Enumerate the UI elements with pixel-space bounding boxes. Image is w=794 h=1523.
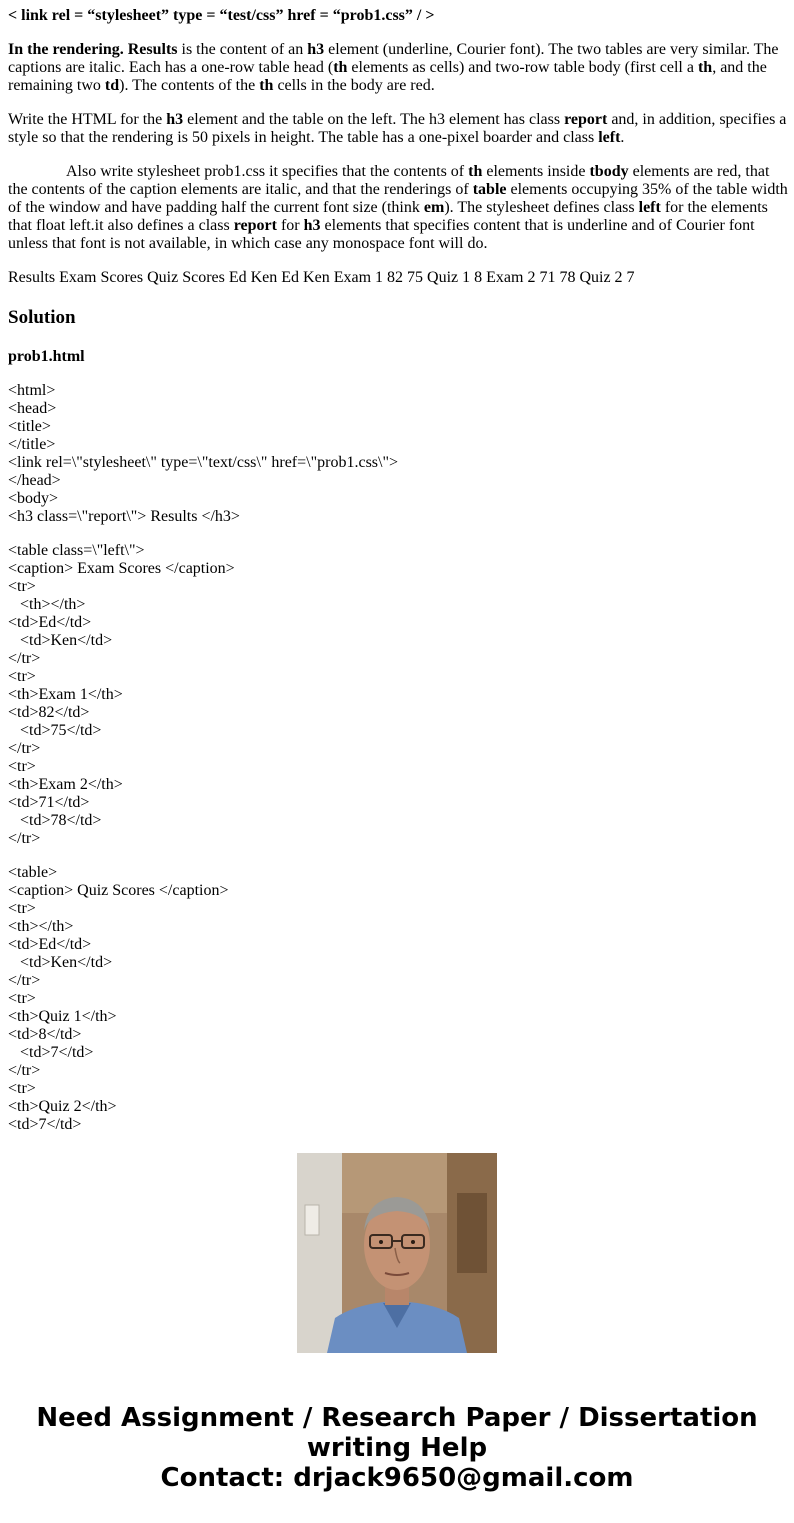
rendered-results-line: Results Exam Scores Quiz Scores Ed Ken Ed Ken Exam 1 82 75 Quiz 1 8 Exam 2 71 78 Quiz 2 7 — [8, 269, 635, 286]
portrait-illustration — [297, 1153, 497, 1353]
code-line: <table> — [8, 864, 58, 881]
code-line: </tr> — [8, 1062, 41, 1079]
code-line: <h3 class=\"report\"> Results </h3> — [8, 508, 240, 525]
problem-paragraph-1 — [8, 41, 788, 95]
bold-term: th — [697, 59, 713, 76]
code-line: <link rel=\"stylesheet\" type=\"text/css\" href=\"prob1.css\"> — [8, 454, 399, 471]
code-line: <tr> — [8, 900, 36, 917]
bold-term: em — [423, 199, 445, 216]
code-listing — [8, 382, 788, 1133]
author-avatar-photo — [297, 1153, 497, 1353]
problem-paragraph-3 — [8, 163, 788, 253]
code-line: <body> — [8, 490, 59, 507]
code-line: </head> — [8, 472, 61, 489]
text-run: elements as cells) and two-row table body (first cell a — [347, 59, 698, 76]
code-line: <caption> Exam Scores </caption> — [8, 560, 235, 577]
code-line: </tr> — [8, 650, 41, 667]
text-run: for the elements that float left.it also defines a class — [8, 199, 768, 234]
bold-term: tbody — [589, 163, 629, 180]
code-line: <tr> — [8, 758, 36, 775]
text-run: and, in addition, specifies a style so that the rendering is 50 pixels in height. The table has a one-pixel boarder and class — [8, 111, 787, 146]
promo-contact-line: Contact: drjack9650@gmail.com — [160, 1463, 634, 1493]
promo-line-2: writing Help — [306, 1433, 488, 1463]
text-run: elements that specifies content that is underline and of Courier font unless that font is not available, in which case any monospace font will do. — [8, 217, 755, 252]
code-line: <td>7</td> — [8, 1044, 94, 1061]
file-label: prob1.html — [8, 348, 85, 365]
bold-term: report — [233, 217, 277, 234]
code-line: <tr> — [8, 990, 36, 1007]
bold-term: table — [472, 181, 507, 198]
text-run: . — [620, 129, 625, 146]
promo-banner — [0, 1403, 794, 1493]
text-run: is the content of an — [177, 41, 308, 58]
code-line: <table class=\"left\"> — [8, 542, 145, 559]
bold-term: th — [259, 77, 274, 94]
code-line: <th>Exam 1</th> — [8, 686, 123, 703]
code-line: <td>75</td> — [8, 722, 102, 739]
header-text: < link rel = “stylesheet” type = “test/css” href = “prob1.css” / > — [8, 7, 435, 24]
text-run: elements are red, that the contents of the caption elements are italic, and that the renderings of — [8, 163, 770, 198]
text-run: Write the HTML for the — [8, 111, 167, 128]
code-line: <tr> — [8, 578, 36, 595]
code-line: </tr> — [8, 830, 41, 847]
bold-term: h3 — [303, 217, 321, 234]
bold-term: report — [564, 111, 608, 128]
code-line: <td>82</td> — [8, 704, 90, 721]
code-line: </tr> — [8, 740, 41, 757]
code-line: </title> — [8, 436, 56, 453]
code-blank-line — [8, 848, 788, 864]
code-line: <th>Quiz 2</th> — [8, 1098, 117, 1115]
problem-paragraph-2 — [8, 111, 788, 147]
solution-heading: Solution — [8, 307, 76, 328]
code-line: <html> — [8, 382, 56, 399]
text-run: ). The stylesheet defines class — [444, 199, 639, 216]
text-run: ). The contents of the — [119, 77, 260, 94]
bold-term: In the rendering. Results — [8, 41, 178, 58]
bold-term: th — [333, 59, 348, 76]
code-line: <td>78</td> — [8, 812, 102, 829]
text-run: element and the table on the left. The h3 element has class — [183, 111, 565, 128]
text-run: elements occupying 35% of the table width of the window and have padding half the current font size (think — [8, 181, 788, 216]
stylesheet-link-heading — [8, 7, 788, 25]
bold-term: th — [468, 163, 483, 180]
text-run: cells in the body are red. — [273, 77, 435, 94]
bold-term: h3 — [166, 111, 184, 128]
bold-term: left — [598, 129, 621, 146]
code-blank-line — [8, 526, 788, 542]
bold-term: h3 — [307, 41, 325, 58]
code-line: <caption> Quiz Scores </caption> — [8, 882, 229, 899]
promo-line-1: Need Assignment / Research Paper / Dissertation — [36, 1403, 758, 1433]
text-run: for — [276, 217, 304, 234]
text-run: element (underline, Courier font). The two tables are very similar. The captions are italic. Each has a one-row table head ( — [8, 41, 779, 76]
code-line: </tr> — [8, 972, 41, 989]
code-line: <th>Exam 2</th> — [8, 776, 123, 793]
text-run: Also write stylesheet prob1.css it specifies that the contents of — [66, 163, 469, 180]
code-line: <td>Ken</td> — [8, 954, 113, 971]
code-line: <td>7</td> — [8, 1116, 82, 1133]
code-line: <title> — [8, 418, 51, 435]
bold-term: td — [104, 77, 120, 94]
text-run: , and the remaining two — [8, 59, 767, 94]
code-line: <th></th> — [8, 918, 74, 935]
code-line: <td>Ed</td> — [8, 614, 92, 631]
code-line: <td>Ed</td> — [8, 936, 92, 953]
code-line: <td>Ken</td> — [8, 632, 113, 649]
bold-term: left — [638, 199, 661, 216]
document-page — [8, 7, 788, 1133]
code-line: <td>71</td> — [8, 794, 90, 811]
code-line: <tr> — [8, 668, 36, 685]
code-line: <tr> — [8, 1080, 36, 1097]
text-run: elements inside — [482, 163, 590, 180]
code-line: <head> — [8, 400, 57, 417]
code-line: <th></th> — [8, 596, 86, 613]
code-line: <td>8</td> — [8, 1026, 82, 1043]
code-line: <th>Quiz 1</th> — [8, 1008, 117, 1025]
